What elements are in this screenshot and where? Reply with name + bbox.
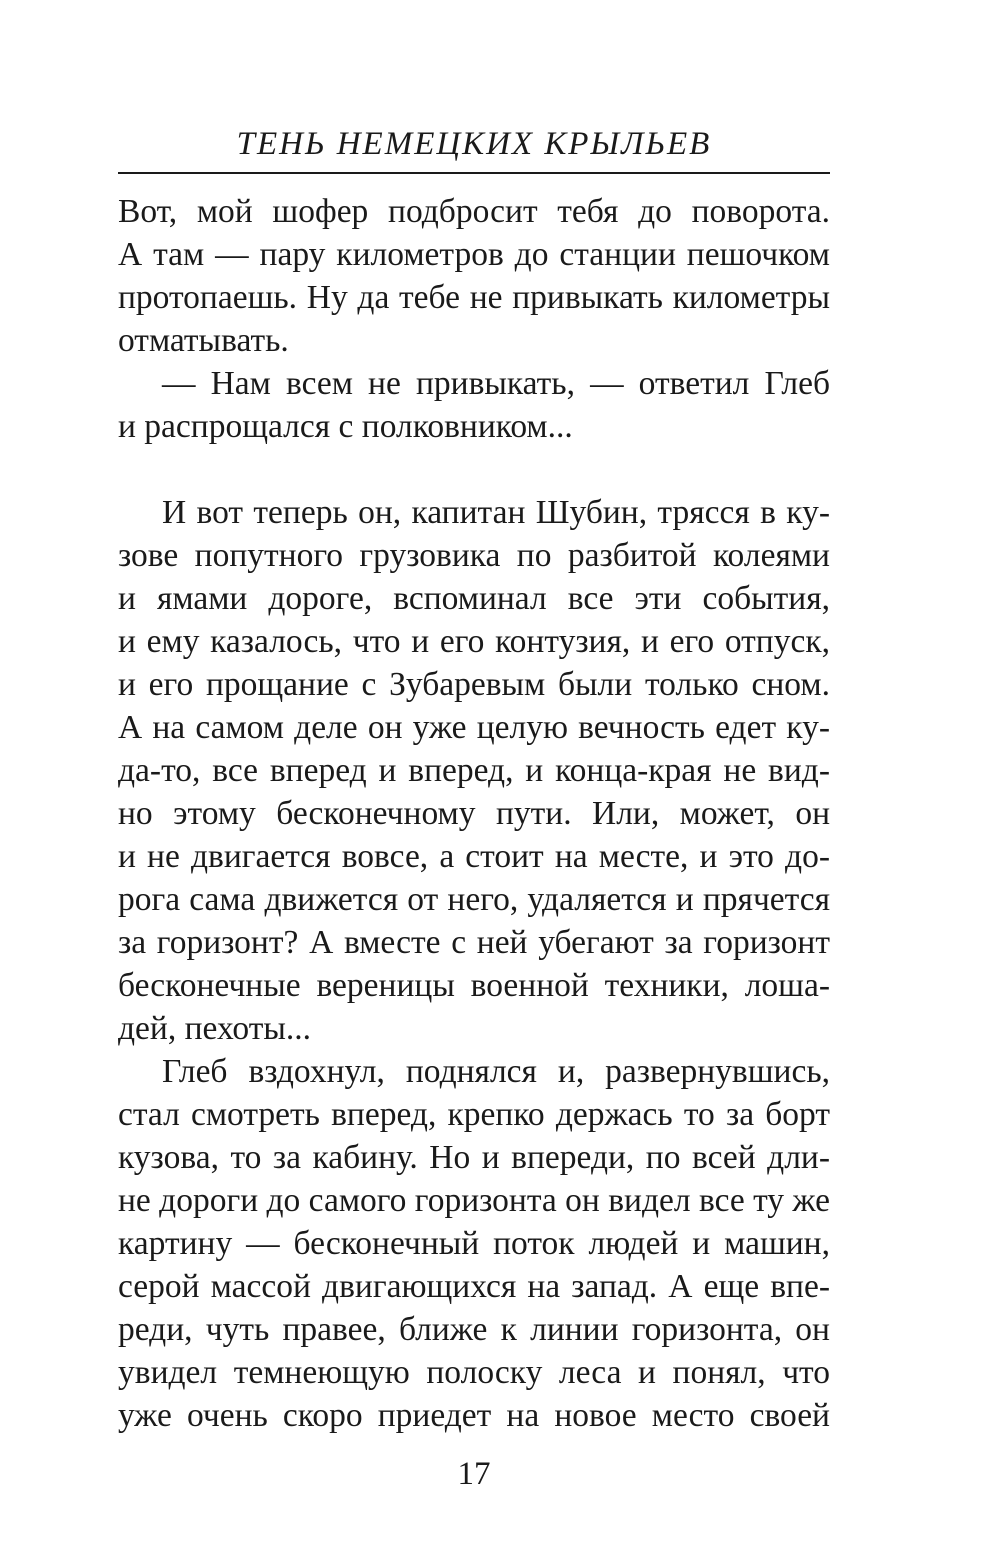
text-line: и его прощание с Зубаревым были только сном. [118, 666, 830, 703]
text-line: И вот теперь он, капитан Шубин, трясся в ку- [162, 494, 830, 531]
text-line: увидел темнеющую полоску леса и понял, что [118, 1354, 830, 1391]
text-line: стал смотреть вперед, крепко держась то за борт [118, 1096, 830, 1133]
text-line: и не двигается вовсе, а стоит на месте, и это до- [118, 838, 830, 875]
text-line: серой массой двигающихся на запад. А еще впе- [118, 1268, 830, 1305]
page-number: 17 [457, 1456, 491, 1492]
text-line: и распрощался с полковником... [118, 408, 573, 445]
text-line: Глеб вздохнул, поднялся и, развернувшись, [162, 1053, 830, 1090]
header-rule [118, 172, 830, 174]
text-line: Вот, мой шофер подбросит тебя до поворота. [118, 193, 830, 230]
text-line: А на самом деле он уже целую вечность едет ку- [118, 709, 830, 746]
text-line: протопаешь. Ну да тебе не привыкать километры [118, 279, 830, 316]
text-line: да-то, все вперед и вперед, и конца-края не вид- [118, 752, 830, 789]
text-line: уже очень скоро приедет на новое место своей [118, 1397, 830, 1434]
text-line: бесконечные вереницы военной техники, лоша- [118, 967, 830, 1004]
text-line: — Нам всем не привыкать, — ответил Глеб [162, 365, 830, 402]
text-line: А там — пару километров до станции пешочком [118, 236, 830, 273]
text-line: зове попутного грузовика по разбитой колеями [118, 537, 830, 574]
running-head: ТЕНЬ НЕМЕЦКИХ КРЫЛЬЕВ [236, 126, 712, 162]
text-line: отматывать. [118, 322, 289, 359]
text-line: не дороги до самого горизонта он видел все ту же [118, 1182, 830, 1219]
text-line: за горизонт? А вместе с ней убегают за горизонт [118, 924, 830, 961]
text-line: картину — бесконечный поток людей и машин, [118, 1225, 830, 1262]
text-line: дей, пехоты... [118, 1010, 312, 1047]
text-line: и ямами дороге, вспоминал все эти события, [118, 580, 830, 617]
text-line: рога сама движется от него, удаляется и прячется [118, 881, 830, 918]
text-line: и ему казалось, что и его контузия, и его отпуск, [118, 623, 830, 660]
text-line: но этому бесконечному пути. Или, может, он [118, 795, 830, 832]
text-line: кузова, то за кабину. Но и впереди, по всей дли- [118, 1139, 830, 1176]
book-page [118, 0, 830, 1562]
text-line: реди, чуть правее, ближе к линии горизонта, он [118, 1311, 830, 1348]
